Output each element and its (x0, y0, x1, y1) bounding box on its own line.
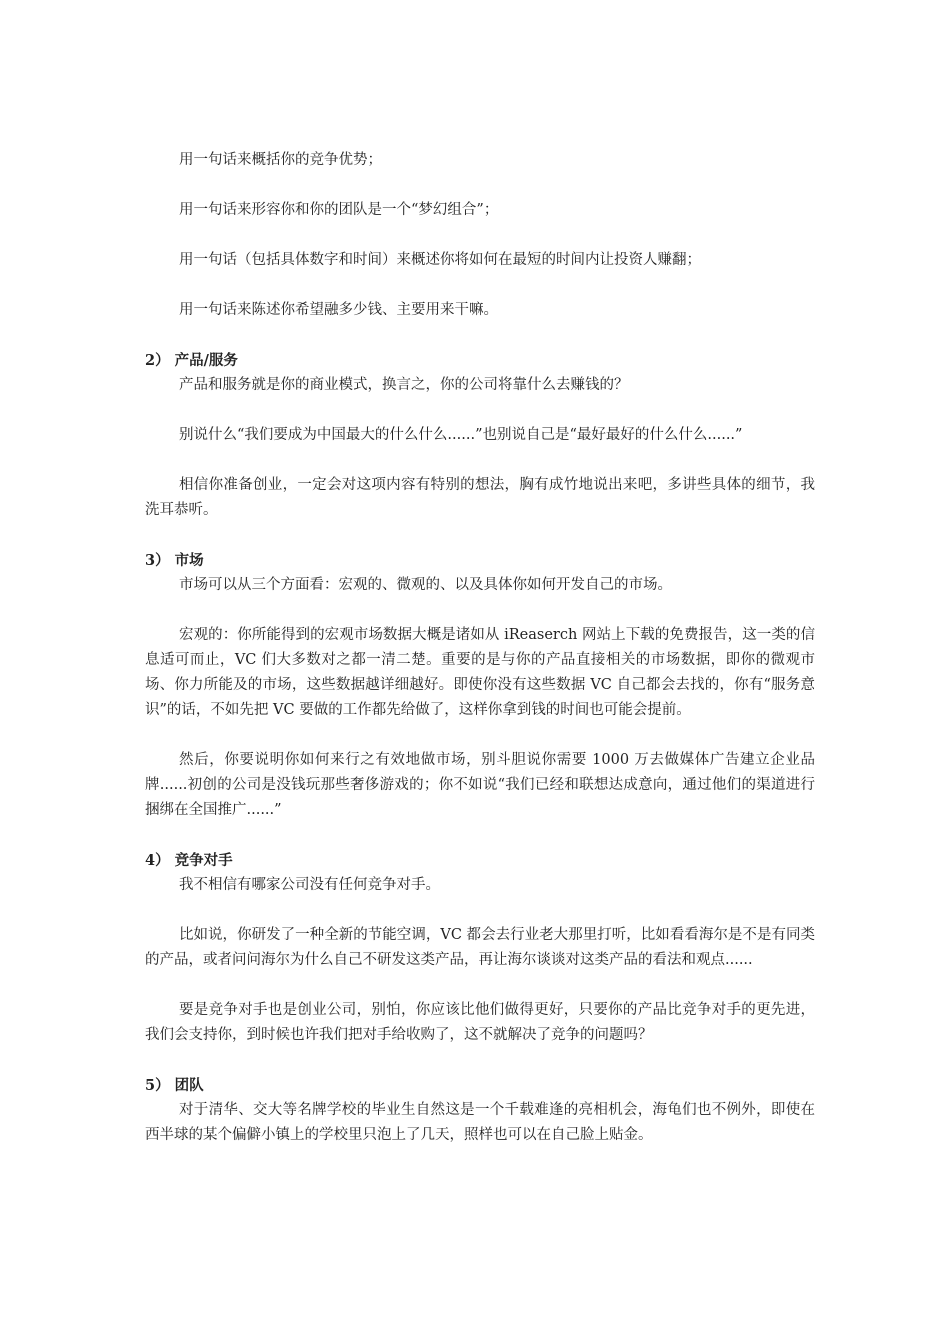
paragraph: 相信你准备创业，一定会对这项内容有特别的想法，胸有成竹地说出来吧，多讲些具体的细节，我洗耳恭听。 (145, 477, 815, 518)
paragraph: 比如说，你研发了一种全新的节能空调，VC 都会去行业老大那里打听，比如看看海尔是不是有同类的产品，或者问问海尔为什么自己不研发这类产品，再让海尔谈谈对这类产品的看法和观点...... (145, 927, 815, 968)
paragraph: 产品和服务就是你的商业模式，换言之，你的公司将靠什么去赚钱的？ (179, 377, 629, 393)
paragraph: 宏观的：你所能得到的宏观市场数据大概是诸如从 iReaserch 网站上下载的免费报告，这一类的信息适可而止，VC 们大多数对之都一清二楚。重要的是与你的产品直接相关的市场数据，即你的微观市场、你力所能及的市场，这些数据越详细越好。即使你没有这些数据 VC 自己都会去找的，你有“服务意识”的话，不如先把 VC 要做的工作都先给做了，这样你拿到钱的时间也可能会提前。 (145, 627, 815, 718)
document-page (145, 148, 815, 1148)
intro-line-4: 用一句话来陈述你希望融多少钱、主要用来干嘛。 (179, 302, 498, 318)
paragraph: 市场可以从三个方面看：宏观的、微观的、以及具体你如何开发自己的市场。 (179, 577, 672, 593)
section-heading-product: 2） 产品/服务 (145, 352, 238, 369)
intro-line-1: 用一句话来概括你的竞争优势； (179, 152, 382, 168)
section-heading-market: 3） 市场 (145, 552, 204, 569)
paragraph: 对于清华、交大等名牌学校的毕业生自然这是一个千载难逢的亮相机会，海龟们也不例外，即使在西半球的某个偏僻小镇上的学校里只泡上了几天，照样也可以在自己脸上贴金。 (145, 1102, 815, 1143)
paragraph: 别说什么“我们要成为中国最大的什么什么......”也别说自己是“最好最好的什么什么......” (179, 427, 743, 443)
intro-line-3: 用一句话（包括具体数字和时间）来概述你将如何在最短的时间内让投资人赚翻； (179, 252, 701, 268)
section-heading-competitors: 4） 竞争对手 (145, 852, 233, 869)
paragraph: 我不相信有哪家公司没有任何竞争对手。 (179, 877, 440, 893)
paragraph: 然后，你要说明你如何来行之有效地做市场，别斗胆说你需要 1000 万去做媒体广告建立企业品牌......初创的公司是没钱玩那些奢侈游戏的；你不如说“我们已经和联想达成意向，通过他们的渠道进行捆绑在全国推广......” (145, 752, 815, 818)
paragraph: 要是竞争对手也是创业公司，别怕，你应该比他们做得更好，只要你的产品比竞争对手的更先进，我们会支持你，到时候也许我们把对手给收购了，这不就解决了竞争的问题吗？ (145, 1002, 815, 1043)
intro-line-2: 用一句话来形容你和你的团队是一个“梦幻组合”； (179, 202, 499, 218)
section-heading-team: 5） 团队 (145, 1077, 204, 1094)
